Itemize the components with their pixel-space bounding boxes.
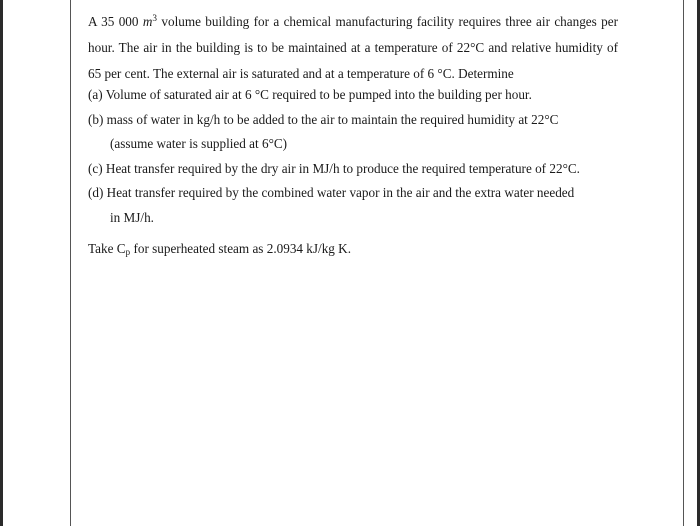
note-text: for superheated steam as 2.0934 kJ/kg K. [130, 241, 351, 256]
intro-text: volume building for a chemical manufacturing facility requires three air changes per hour. The air in the building is to be maintained at a temperature of 22°C and relative humidity of 65 per cent. The external air is saturated and at a temperature of 6 °C. Determine [88, 14, 618, 81]
question-b: (b) mass of water in kg/h to be added to the air to maintain the required humidity at 22°C [88, 111, 559, 127]
given-note [88, 237, 351, 264]
question-a: (a) Volume of saturated air at 6 °C required to be pumped into the building per hour. [88, 87, 532, 102]
left-margin-rule [70, 0, 71, 526]
intro-lead: A 35 000 [88, 14, 143, 29]
question-list [88, 83, 618, 230]
question-d: (d) Heat transfer required by the combined water vapor in the air and the extra water needed [88, 185, 575, 200]
note-subscript: p [125, 247, 131, 257]
question-c: (c) Heat transfer required by the dry air in MJ/h to produce the required temperature of 22°C. [88, 160, 580, 176]
question-d-continuation: in MJ/h. [110, 209, 154, 225]
problem-statement [88, 5, 618, 87]
left-edge-border [0, 0, 3, 526]
volume-unit-exponent: 3 [152, 13, 158, 23]
note-lead: Take C [88, 241, 126, 256]
volume-unit: m [142, 14, 153, 29]
question-b-continuation: (assume water is supplied at 6°C) [110, 136, 288, 151]
right-margin-rule [683, 0, 684, 526]
